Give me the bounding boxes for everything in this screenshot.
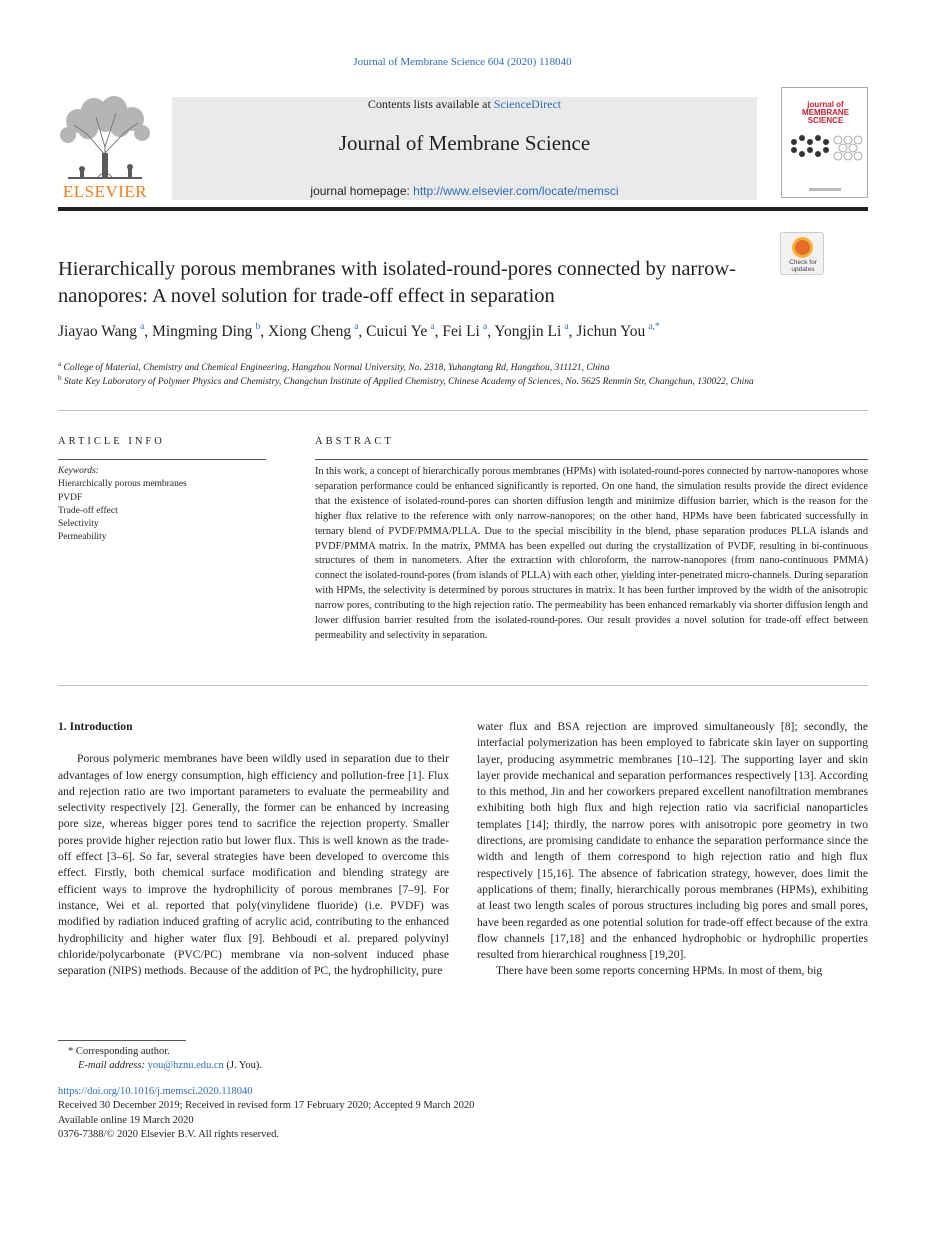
- article-info-heading: ARTICLE INFO: [58, 436, 165, 447]
- journal-cover[interactable]: [781, 87, 868, 198]
- body-column-left: [58, 719, 449, 979]
- body-paragraph: water flux and BSA rejection are improved simultaneously [8]; secondly, the interfacial polymerization has been employed to fabricate skin layer on supporting layer, producing asymmetric membranes [10–12]. The supporting layer and skin layer provide mechanical and separation performances respectively [13]. According to this method, Jin and her coworkers prepared excellent nanofiltration membranes exhibiting both high flux and high rejection ratio via sacrificial nanoparticles templates [14]; thirdly, the narrow pores with anisotropic pore geometry in two directions, are promising candidate to enhance the separation performance since the width and length of them correspond to high rejection ratio and high flux respectively [15,16]. The absence of fabrication strategy, however, does limit the applications of them; finally, hierarchically porous membranes (HPMs), exhibiting at least two length scales of porous structures including big pores and small pores, have been regarded as one potential solution for trade-off effect because of the extra flow channels [17,18] and the enhanced hydrophobic or hydrophilic properties resulted from hierarchical roughness [19,20].: [477, 720, 868, 962]
- author[interactable]: Jichun You: [576, 323, 646, 341]
- corresponding-author-note: * Corresponding author.: [68, 1046, 170, 1057]
- check-for-updates-badge[interactable]: [780, 232, 824, 275]
- cover-title: journal of MEMBRANE SCIENCE: [801, 100, 850, 125]
- author[interactable]: Cuicui Ye: [366, 323, 428, 341]
- author[interactable]: Jiayao Wang: [58, 323, 137, 341]
- journal-title: Journal of Membrane Science: [338, 131, 591, 155]
- keyword: PVDF: [58, 492, 83, 503]
- body-paragraph: There have been some reports concerning HPMs. In most of them, big: [496, 964, 823, 978]
- section-heading-introduction: 1. Introduction: [58, 720, 133, 733]
- keyword: Hierarchically porous membranes: [58, 479, 187, 490]
- footnote-rule: [58, 1040, 186, 1041]
- affiliation-rule: [58, 410, 868, 411]
- abstract-heading: ABSTRACT: [315, 436, 394, 447]
- journal-reference[interactable]: Journal of Membrane Science 604 (2020) 118040: [353, 56, 572, 68]
- crossmark-icon: [792, 237, 813, 258]
- available-online: Available online 19 March 2020: [58, 1114, 194, 1126]
- author[interactable]: Yongjin Li: [494, 323, 562, 341]
- homepage-link[interactable]: http://www.elsevier.com/locate/memsci: [413, 184, 619, 198]
- header-rule: [58, 207, 868, 211]
- sciencedirect-link[interactable]: ScienceDirect: [493, 97, 562, 111]
- publication-info: [58, 1085, 758, 1143]
- keyword: Permeability: [58, 532, 107, 543]
- keywords-block: [58, 465, 268, 545]
- abstract-bottom-rule: [58, 685, 868, 686]
- elsevier-wordmark: ELSEVIER: [62, 182, 148, 201]
- body-paragraph: Porous polymeric membranes have been wildly used in separation due to their advantages of low energy consumption, high efficiency and pollution-free [1]. Flux and rejection ratio are two important parameters to evaluate the permeability and selectivity respectively [2]. Generally, the former can be enhanced by increasing pore size, whereas bigger pores tend to sacrifice the rejection property. Smaller pores provide higher rejection ratio but lower flux. This is well known as the trade-off effect [3–6]. So far, several strategies have been developed to overcome this effect. Firstly, both chemical surface modification and blending strategy are efficient ways to improve the hydrophilicity of porous membranes [7–9]. For instance, Wei et al. reported that poly(vinylidene fluoride) (i.e. PVDF) was modified by radiation induced grafting of acrylic acid, contributing to the enhanced hydrophilicity and higher water flux [9]. Behboudi et al. prepared polyvinyl chloride/polycarbonate (PVC/PC) membrane via non-solvent induced phase separation (NIPS) methods. Because of the addition of PC, the hydrophilicity, pure: [58, 752, 449, 978]
- author[interactable]: Fei Li: [442, 323, 480, 341]
- paper-title: Hierarchically porous membranes with isolated-round-pores connected by narrow-nanopores: A novel solution for trade-off effect in separation: [58, 258, 736, 307]
- crossmark-label: Check for updates: [789, 259, 817, 273]
- keywords-label: Keywords:: [58, 466, 99, 476]
- abstract-text: In this work, a concept of hierarchically porous membranes (HPMs) with isolated-round-pores connected by narrow-nanopores whose separation performance could be enhanced significantly is reported. On one hand, the simulation results provide the direct evidence that the existence of isolated-round-pores can shorten diffusion length and minimize diffusion barrier, which is the reason for the higher flux relative to the reference with only narrow-nanopores; on the other hand, HPMs have been fabricated successfully in ternary blend of PVDF/PMMA/PLLA. Due to the special miscibility in the blend, phase separation produces PLLA islands and PVDF/PMMA matrix. In the matrix, PMMA has been expelled out during the crystallization of PVDF, resulting in bi-continuous structures of them in nanometers. After the extraction with chloroform, the narrow-nanopores (from nano-continuous PMMA) connect the isolated-round-pores (from islands of PLLA) with each other, yielding inter-penetrated micro-channels. During separation with HPMs, the selectivity is determined by porous structures in matrix. It has been further improved by the width of the anisotropic narrow pores, contributing to the high rejection ratio. The permeability has been enhanced remarkably via shorter diffusion length and lower diffusion barrier resulted from the isolated-round-pores. Our result provides a novel solution for trade-off effect between permeability and selectivity in separation.: [315, 466, 869, 641]
- email-note: E-mail address: you@hznu.edu.cn (J. You).: [78, 1060, 262, 1072]
- cover-molecule-graphic: [788, 128, 863, 168]
- author[interactable]: Xiong Cheng: [267, 323, 352, 341]
- body-column-right: [477, 719, 868, 980]
- article-info-rule: [58, 459, 266, 460]
- affiliation-a: $^a$ College of Material, Chemistry and Chemical Engineering, Hangzhou Normal University, No. 2318, Yuhangtang Rd, Hangzhou, 311121, China: [58, 360, 610, 374]
- affiliation-b: $^b$ State Key Laboratory of Polymer Physics and Chemistry, Changchun Institute of Applied Chemistry, Chinese Academy of Sciences, No. 5625 Renmin Str, Changchun, 130022, China: [58, 374, 754, 388]
- author-list: Jiayao Wang $^a$, Mingming Ding $^b$, Xiong Cheng $^a$, Cuicui Ye $^a$, Fei Li $^a$, Yongjin Li $^a$, Jichun You $^{a,*}$: [58, 322, 660, 341]
- author[interactable]: Mingming Ding: [152, 323, 253, 341]
- copyright-line: 0376-7388/© 2020 Elsevier B.V. All rights reserved.: [58, 1129, 279, 1141]
- contents-line: Contents lists available at ScienceDirect: [367, 97, 562, 111]
- journal-homepage: journal homepage: http://www.elsevier.com/locate/memsci: [310, 184, 619, 198]
- email-link[interactable]: you@hznu.edu.cn: [147, 1060, 224, 1072]
- footnotes: [58, 1045, 558, 1074]
- abstract-rule: [315, 459, 868, 460]
- keyword: Selectivity: [58, 519, 99, 530]
- keyword: Trade-off effect: [58, 505, 118, 516]
- received-dates: Received 30 December 2019; Received in revised form 17 February 2020; Accepted 9 March 2020: [58, 1100, 475, 1112]
- doi-link[interactable]: https://doi.org/10.1016/j.memsci.2020.118040: [58, 1086, 253, 1097]
- cover-footer-bar: [809, 188, 841, 191]
